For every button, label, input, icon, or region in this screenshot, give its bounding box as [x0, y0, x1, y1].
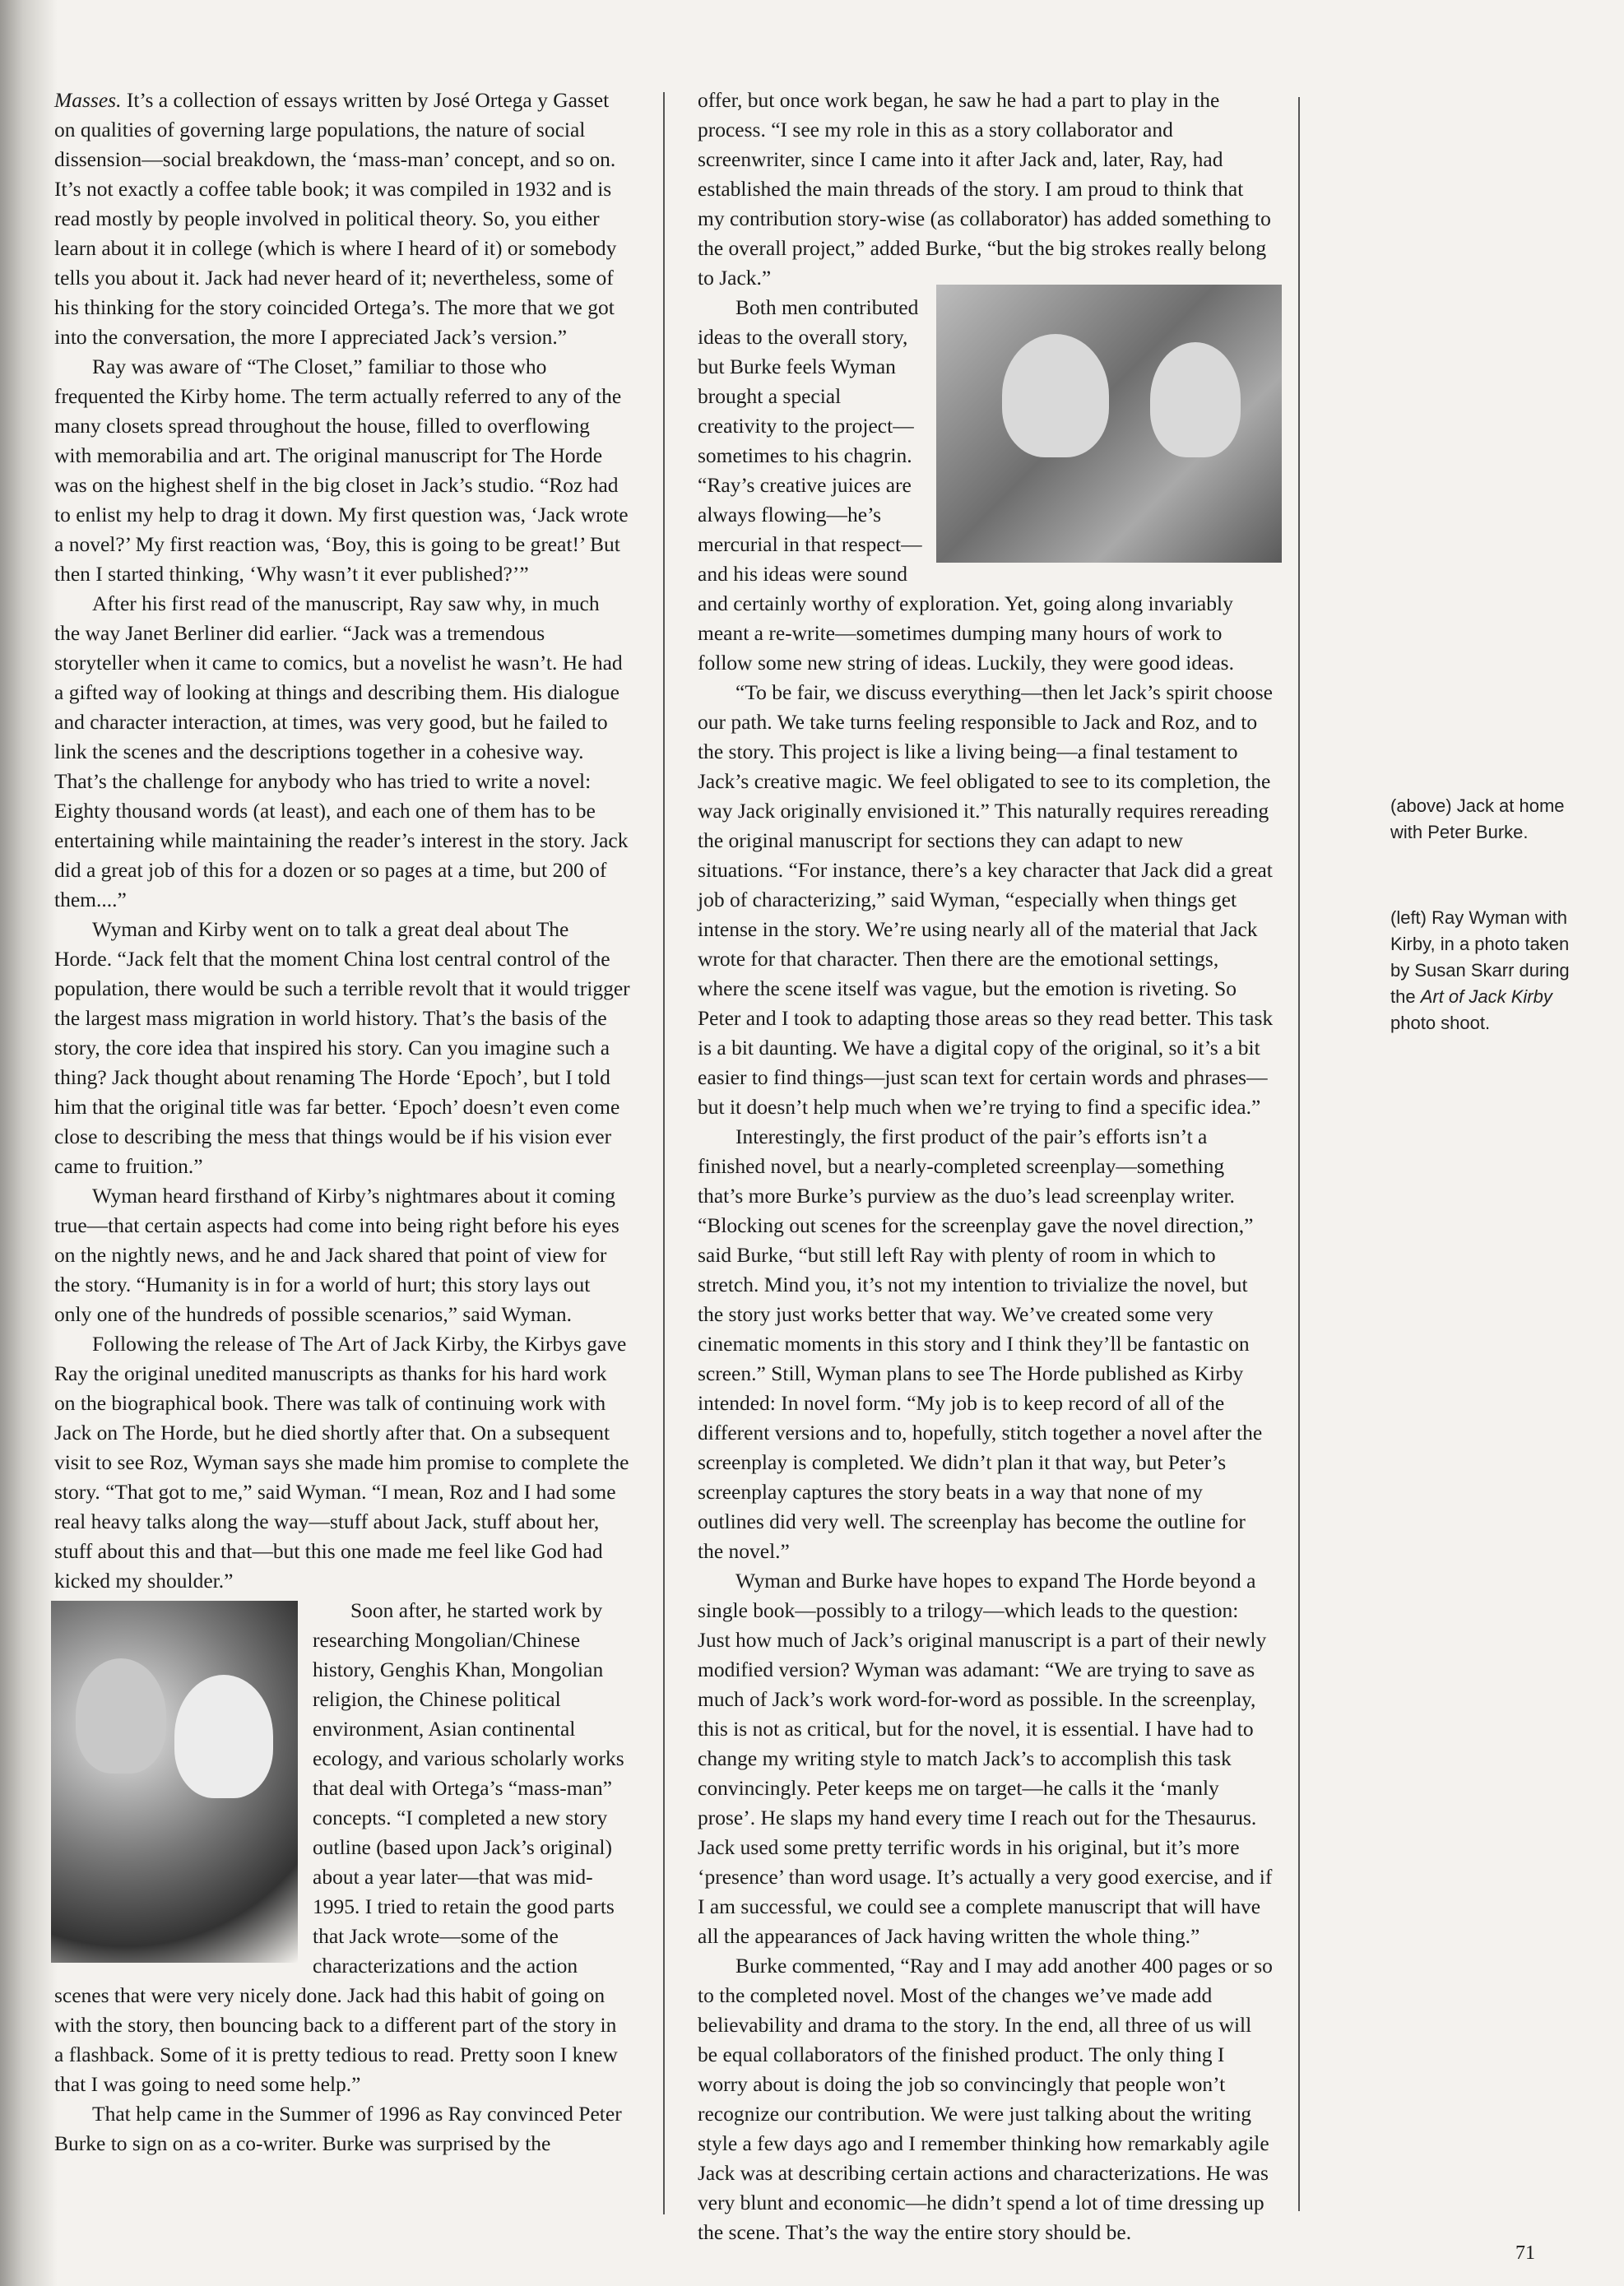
- book-title: Masses.: [54, 88, 122, 112]
- paragraph: Following the release of The Art of Jack Kirby, the Kirbys gave Ray the original unedited manuscripts as thanks for his hard work on the biographical book. There was talk of continuing work with Jack on The Horde, but he died shortly after that. On a subsequent visit to see Roz, Wyman says she made him promise to complete the story. “That got to me,” said Wyman. “I mean, Roz and I had some real heavy talks along the way—stuff about Jack, stuff about her, stuff about this and that—but this one made me feel like God had kicked my shoulder.”: [54, 1332, 629, 1593]
- paragraph: Burke commented, “Ray and I may add another 400 pages or so to the completed novel. Most of the changes we’ve made add believability and drama to the story. In the end, all three of us will be equal collaborators of the finished product. The only thing I worry about is doing the job so convincingly that people won’t recognize our contribution. We were just talking about the writing style a few days ago and I remember thinking how remarkably agile Jack was at describing certain actions and characterizations. He was very blunt and economic—he didn’t spend a lot of time dressing up the scene. That’s the way the entire story should be.: [698, 1954, 1273, 2244]
- paragraph: That help came in the Summer of 1996 as Ray convinced Peter Burke to sign on as a co-writer. Burke was surprised by the: [54, 2102, 622, 2155]
- photo-jack-with-peter-burke: [936, 285, 1282, 563]
- page-number: 71: [1515, 2242, 1535, 2264]
- paragraph: Wyman heard firsthand of Kirby’s nightmares about it coming true—that certain aspects had come into being right before his eyes on the nightly news, and he and Jack shared that point of view for the story. “Humanity is in for a world of hurt; this story lays out only one of the hundreds of possible scenarios,” said Wyman.: [54, 1184, 619, 1326]
- page-binding-shadow: [0, 0, 58, 2286]
- paragraph: After his first read of the manuscript, Ray saw why, in much the way Janet Berliner did earlier. “Jack was a tremendous storyteller when it came to comics, but a novelist he wasn’t. He had a gifted way of looking at things and describing them. His dialogue and character interaction, at times, was very good, but he failed to link the scenes and the descriptions together in a cohesive way. That’s the challenge for anybody who has tried to write a novel: Eighty thousand words (at least), and each one of them has to be entertaining while maintaining the reader’s interest in the story. Jack did a great job of this for a dozen or so pages at a time, but 200 of them....”: [54, 591, 629, 911]
- column-divider-left: [663, 92, 665, 2214]
- photo-caption-above: (above) Jack at home with Peter Burke.: [1390, 795, 1565, 842]
- photo-figure: [1002, 334, 1109, 457]
- paragraph: Wyman and Burke have hopes to expand The Horde beyond a single book—possibly to a trilogy—which leads to the question: Just how much of Jack’s original manuscript is a part of their newly modified version? Wyman was adamant: “We are trying to save as much of Jack’s work word-for-word as possible. In the screenplay, this is not as critical, but for the novel, it is essential. I have had to change my writing style to match Jack’s to accomplish this task convincingly. Peter keeps me on target—he calls it the ‘manly prose’. He slaps my hand every time I reach out for the Thesaurus. Jack used some pretty terrific words in his original, but it’s more ‘presence’ than word usage. It’s actually a very good exercise, and if I am successful, we could see a complete manuscript that will have all the appearances of Jack having written the whole thing.”: [698, 1569, 1273, 1948]
- photo-ray-wyman-with-kirby: [51, 1601, 298, 1963]
- paragraph: offer, but once work began, he saw he had a part to play in the process. “I see my role in this as a story collaborator and screenwriter, since I came into it after Jack and, later, Ray, had established the main threads of the story. I am proud to think that my contribution story-wise (as collaborator) has added something to the overall project,” added Burke, “but the big strokes really belong to Jack.”: [698, 88, 1271, 290]
- photo-figure: [1150, 342, 1241, 457]
- article-column-middle: [698, 86, 1274, 2247]
- article-column-left: [54, 86, 630, 2158]
- paragraph: Ray was aware of “The Closet,” familiar to those who frequented the Kirby home. The term actually referred to any of the many closets spread throughout the house, filled to overflowing with memorabilia and art. The original manuscript for The Horde was on the highest shelf in the big closet in Jack’s studio. “Roz had to enlist my help to drag it down. My first question was, ‘Jack wrote a novel?’ My first reaction was, ‘Boy, this is going to be great!’ But then I started thinking, ‘Why wasn’t it ever published?’”: [54, 355, 629, 586]
- paragraph: Both men contributed ideas to the overall story, but Burke feels Wyman brought a special creativity to the project—sometimes to his chagrin. “Ray’s creative juices are always flowing—he’s mercurial in that respect—and his ideas were sound and certainly worthy of exploration. Yet, going along invariably meant a re-write—sometimes dumping many hours of work to follow some new string of ideas. Luckily, they were good ideas.: [698, 295, 1234, 675]
- paragraph: “To be fair, we discuss everything—then let Jack’s spirit choose our path. We take turns feeling responsible to Jack and Roz, and to the story. This project is like a living being—a final testament to Jack’s creative magic. We feel obligated to see to its completion, the way Jack originally envisioned it.” This naturally requires rereading the original manuscript for sections they can adapt to new situations. “For instance, there’s a key character that Jack did a great job of characterizing,” said Wyman, “especially when things get intense in the story. We’re using nearly all of the material that Jack wrote for that character. Then there are the emotional settings, where the scene itself was vague, but the emotion is riveting. So Peter and I took to adapting those areas so they read better. This task is a bit daunting. We have a digital copy of the original, so it’s a bit easier to find things—just scan text for certain words and phrases—but it doesn’t help much when we’re trying to find a specific idea.”: [698, 680, 1274, 1119]
- paragraph: Interestingly, the first product of the pair’s efforts isn’t a finished novel, but a nearly-completed screenplay—something that’s more Burke’s purview as the duo’s lead screenplay writer. “Blocking out scenes for the screenplay gave the novel direction,” said Burke, “but still left Ray with plenty of room in which to stretch. Mind you, it’s not my intention to trivialize the novel, but the story just works better that way. We’ve created some very cinematic moments in this story and I think they’ll be fantastic on screen.” Still, Wyman plans to see The Horde published as Kirby intended: In novel form. “My job is to keep record of all of the different versions and to, hopefully, stitch together a novel after the screenplay is completed. We didn’t plan it that way, but Peter’s screenplay captures the story beats in a way that none of my outlines did very well. The screenplay has become the outline for the novel.”: [698, 1124, 1263, 1563]
- paragraph: Soon after, he started work by researching Mongolian/Chinese history, Genghis Khan, Mongolian religion, the Chinese political environment, Asian continental ecology, and various scholarly works that deal with Ortega’s “mass-man” concepts. “I completed a new story outline (based upon Jack’s original) about a year later—that was mid-1995. I tried to retain the good parts that Jack wrote—some of the characterizations and the action scenes that were very nicely done. Jack had this habit of going on with the story, then bouncing back to a different part of the story in a flashback. Some of it is pretty tedious to read. Pretty soon I knew that I was going to need some help.”: [54, 1598, 624, 2096]
- book-title: Art of Jack Kirby: [1420, 986, 1552, 1007]
- photo-figure: [76, 1658, 166, 1774]
- photo-figure: [174, 1675, 273, 1798]
- photo-caption-left: (left) Ray Wyman with Kirby, in a photo taken by Susan Skarr during the Art of Jack Kirby photo shoot.: [1390, 907, 1570, 1033]
- paragraph: Wyman and Kirby went on to talk a great deal about The Horde. “Jack felt that the moment China lost central control of the population, there would be such a terrible revolt that it would trigger the largest mass migration in world history. That’s the basis of the story, the core idea that inspired his story. Can you imagine such a thing? Jack thought about renaming The Horde ‘Epoch’, but I told him that the original title was far better. ‘Epoch’ doesn’t even come close to describing the mess that things would be if his vision ever came to fruition.”: [54, 917, 630, 1178]
- paragraph: Masses. It’s a collection of essays written by José Ortega y Gasset on qualities of governing large populations, the nature of social dissension—social breakdown, the ‘mass-man’ concept, and so on. It’s not exactly a coffee table book; it was compiled in 1932 and is read mostly by people involved in political theory. So, you either learn about it in college (which is where I heard of it) or somebody tells you about it. Jack had never heard of it; nevertheless, some of his thinking for the story coincided Ortega’s. The more that we got into the conversation, the more I appreciated Jack’s version.”: [54, 88, 617, 349]
- column-divider-right: [1298, 97, 1300, 2211]
